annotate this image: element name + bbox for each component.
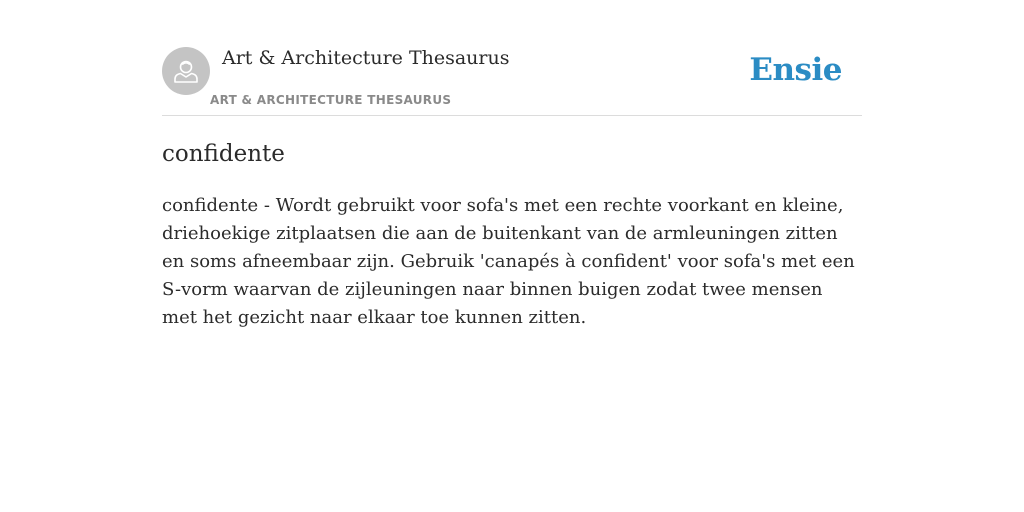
source-subtitle-link[interactable]: ART & ARCHITECTURE THESAURUS (210, 93, 452, 107)
brand-logo[interactable]: Ensie (749, 52, 842, 88)
source-title-link[interactable]: Art & Architecture Thesaurus (222, 47, 510, 69)
user-outline-icon (171, 56, 201, 86)
header (162, 46, 862, 116)
page-title: confidente (162, 141, 285, 167)
avatar[interactable] (162, 47, 210, 95)
definition-text: confidente - Wordt gebruikt voor sofa's met een rechte voorkant en kleine, driehoekige zitplaatsen die aan de buitenkant van de armleuningen zitten en soms afneembaar zijn. Gebruik 'canapés à confident' voor sofa's met een S-vorm waarvan de zijleuningen naar binnen buigen zodat twee mensen met het gezicht naar elkaar toe kunnen zitten. (162, 195, 855, 328)
